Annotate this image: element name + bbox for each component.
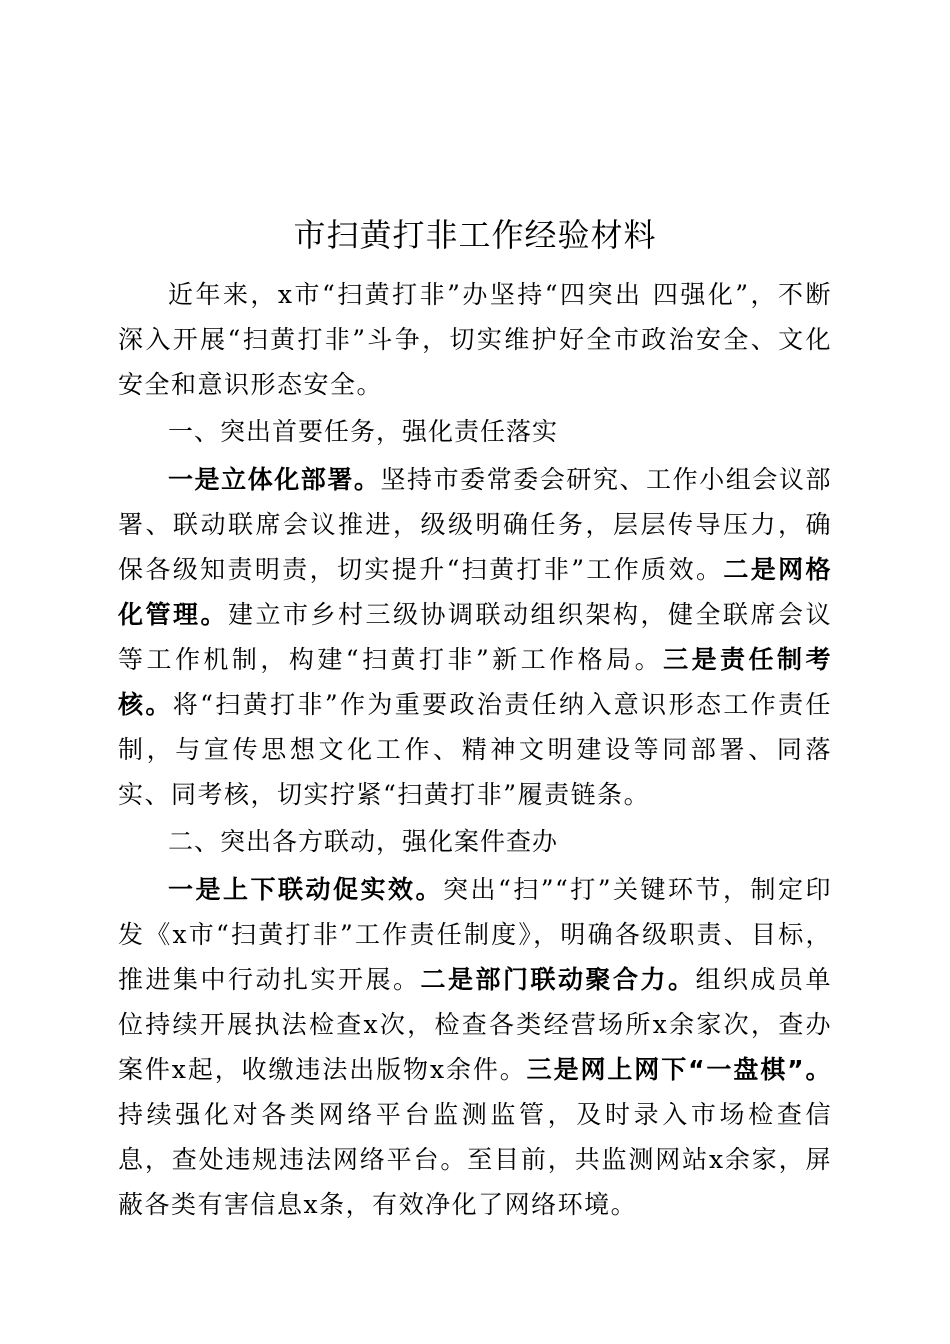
item-lead: 一是立体化部署。 bbox=[168, 465, 381, 494]
item-text: 坚持市委常委会研究、工作小组会议部署、联动联席会议推进，级级明确任务，层层传导压力，确保各级知责明责，切实提升“扫黄打非”工作质效。 bbox=[118, 465, 832, 584]
item-lead: 三是网上网下“一盘棋”。 bbox=[526, 1055, 832, 1084]
item-text: 组织成员单位持续开展执法检查x次，检查各类经营场所x余家次，查办案件x起，收缴违法出版物x余件。 bbox=[118, 965, 832, 1084]
item-lead: 一是上下联动促实效。 bbox=[168, 875, 443, 904]
section-1-paragraph bbox=[118, 457, 832, 817]
item-text: 持续强化对各类网络平台监测监管，及时录入市场检查信息，查处违规违法网络平台。至目前，共监测网站x余家，屏蔽各类有害信息x条，有效净化了网络环境。 bbox=[118, 1100, 832, 1219]
item-lead: 二是网格化管理。 bbox=[118, 555, 832, 629]
item-text: 突出“扫”“打”关键环节，制定印发《x市“扫黄打非”工作责任制度》，明确各级职责、目标，推进集中行动扎实开展。 bbox=[118, 875, 832, 994]
section-heading-1: 一、突出首要任务，强化责任落实 bbox=[168, 417, 559, 446]
item-lead: 三是责任制考核。 bbox=[118, 645, 832, 719]
item-lead: 二是部门联动聚合力。 bbox=[420, 965, 696, 994]
document-body bbox=[118, 210, 832, 1227]
section-heading-2: 二、突出各方联动，强化案件查办 bbox=[168, 827, 559, 856]
page-title: 市扫黄打非工作经验材料 bbox=[293, 216, 657, 254]
intro-paragraph: 近年来，x市“扫黄打非”办坚持“四突出 四强化”，不断深入开展“扫黄打非”斗争，切实维护好全市政治安全、文化安全和意识形态安全。 bbox=[118, 280, 832, 399]
item-text: 建立市乡村三级协调联动组织架构，健全联席会议等工作机制，构建“扫黄打非”新工作格局。 bbox=[118, 600, 832, 674]
item-text: 将“扫黄打非”作为重要政治责任纳入意识形态工作责任制，与宣传思想文化工作、精神文明建设等同部署、同落实、同考核，切实拧紧“扫黄打非”履责链条。 bbox=[118, 690, 832, 809]
section-2-paragraph bbox=[118, 867, 832, 1227]
